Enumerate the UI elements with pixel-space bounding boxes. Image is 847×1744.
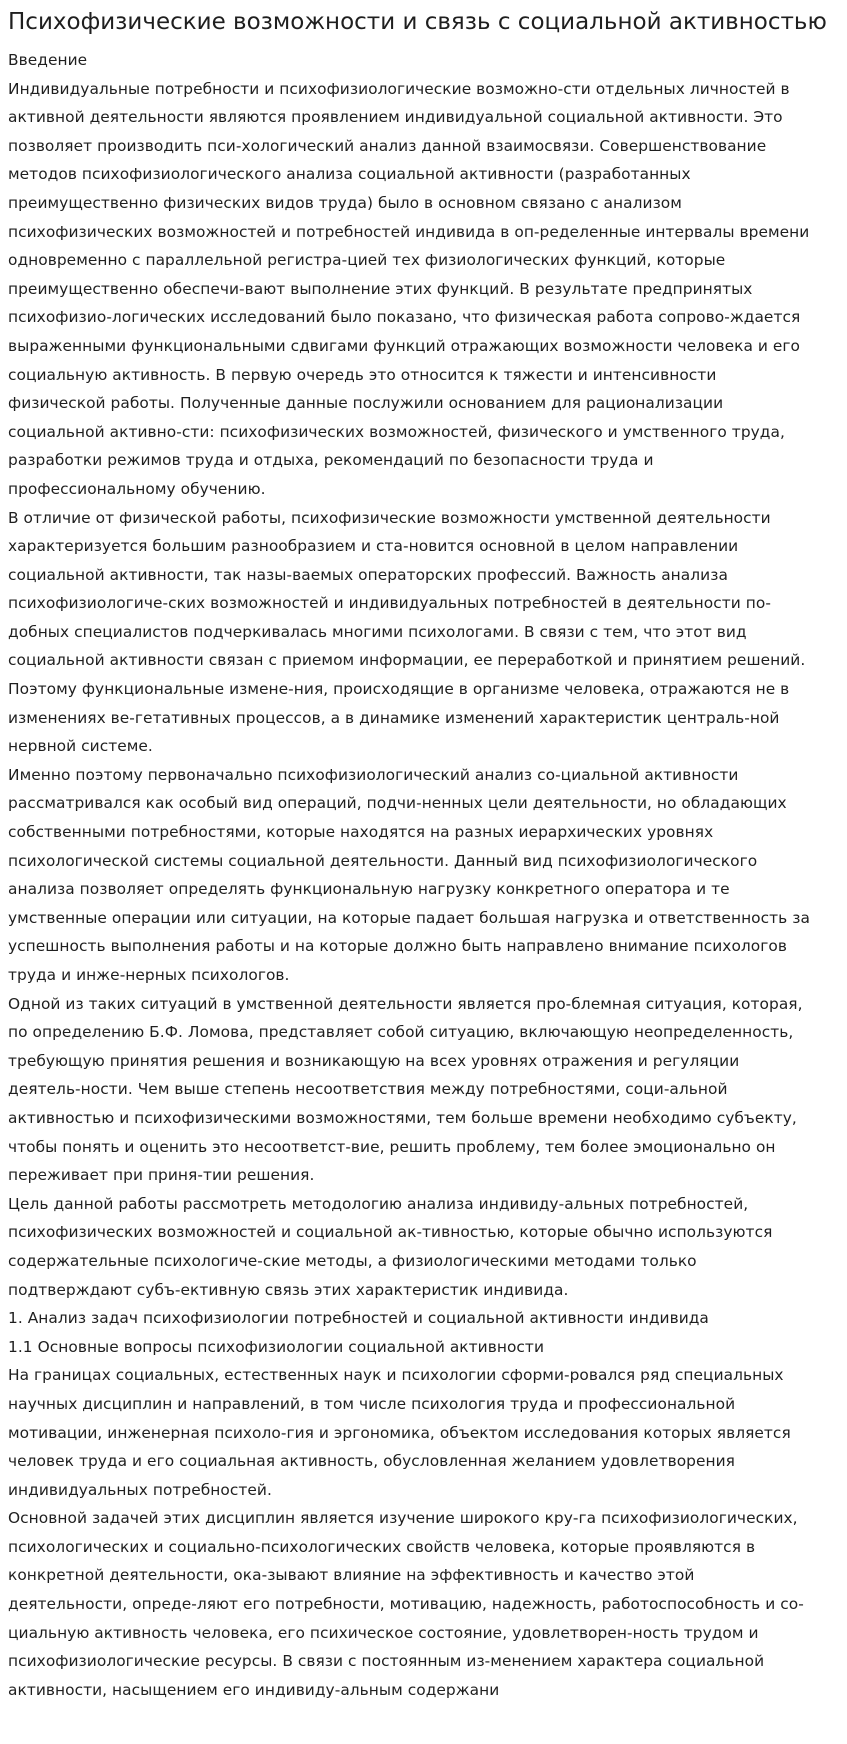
text-line: переживает при приня-тии решения.	[8, 1166, 315, 1185]
text-line: Основной задачей этих дисциплин является изучение широкого кру-га психофизиологических,	[8, 1509, 798, 1528]
text-line: деятельности, опреде-ляют его потребности, мотивацию, надежность, работоспособность и со-	[8, 1595, 804, 1614]
text-line: содержательные психологиче-ские методы, а физиологическими методами только	[8, 1251, 697, 1270]
text-line: Поэтому функциональные измене-ния, происходящие в организме человека, отражаются не в	[8, 680, 790, 699]
text-line: психологической системы социальной деятельности. Данный вид психофизиологического	[8, 851, 758, 870]
text-line: социальную активность. В первую очередь это относится к тяжести и интенсивности	[8, 365, 717, 384]
text-line: психофизиологические ресурсы. В связи с постоянным из-менением характера социальной	[8, 1652, 765, 1671]
text-line: человек труда и его социальная активность, обусловленная желанием удовлетворения	[8, 1452, 735, 1471]
text-line: циальную активность человека, его психическое состояние, удовлетворен-ность трудом и	[8, 1623, 759, 1642]
text-line: 1. Анализ задач психофизиологии потребностей и социальной активности индивида	[8, 1309, 709, 1328]
text-line: социальной активно-сти: психофизических возможностей, физического и умственного труда,	[8, 422, 785, 441]
text-line: психофизических возможностей и потребностей индивида в оп-ределенные интервалы времени	[8, 222, 810, 241]
text-line: чтобы понять и оценить это несоответст-вие, решить проблему, тем более эмоционально он	[8, 1137, 776, 1156]
text-line: выраженными функциональными сдвигами функций отражающих возможности человека и его	[8, 336, 801, 355]
text-line: социальной активности связан с приемом информации, ее переработкой и принятием решений.	[8, 651, 806, 670]
text-line: требующую принятия решения и возникающую на всех уровнях отражения и регуляции	[8, 1051, 740, 1070]
text-line: активностью и психофизическими возможностями, тем больше времени необходимо субъекту,	[8, 1108, 797, 1127]
text-line: одновременно с параллельной регистра-цией тех физиологических функций, которые	[8, 251, 726, 270]
text-line: профессиональному обучению.	[8, 479, 266, 498]
text-line: индивидуальных потребностей.	[8, 1480, 272, 1499]
text-line: психологических и социально-психологических свойств человека, которые проявляются в	[8, 1537, 756, 1556]
text-line: методов психофизиологического анализа социальной активности (разработанных	[8, 165, 691, 184]
text-line: по определению Б.Ф. Ломова, представляет собой ситуацию, включающую неопределенность,	[8, 1023, 794, 1042]
text-line: преимущественно физических видов труда) было в основном связано с анализом	[8, 193, 682, 212]
text-line: труда и инже-нерных психологов.	[8, 966, 290, 984]
text-line: психофизиологиче-ских возможностей и индивидуальных потребностей в деятельности по-	[8, 594, 771, 613]
text-line: Именно поэтому первоначально психофизиологический анализ со-циальной активности	[8, 765, 739, 784]
text-line: преимущественно обеспечи-вают выполнение этих функций. В результате предпринятых	[8, 279, 753, 298]
text-line: научных дисциплин и направлений, в том числе психология труда и профессиональной	[8, 1394, 736, 1413]
text-line: 1.1 Основные вопросы психофизиологии социальной активности	[8, 1337, 545, 1356]
text-line: На границах социальных, естественных наук и психологии сформи-ровался ряд специальных	[8, 1366, 784, 1385]
text-line: умственные операции или ситуации, на которые падает большая нагрузка и ответственность за	[8, 908, 810, 927]
section-heading-introduction: Введение	[8, 51, 88, 69]
text-line: физической работы. Полученные данные послужили основанием для рационализации	[8, 394, 724, 413]
text-line: психофизио-логических исследований было показано, что физическая работа сопрово-ждается	[8, 308, 801, 327]
text-line: деятель-ности. Чем выше степень несоответствия между потребностями, соци-альной	[8, 1080, 728, 1099]
text-line: позволяет производить пси-хологический анализ данной взаимосвязи. Совершенствование	[8, 136, 767, 155]
text-line: подтверждают субъ-ективную связь этих характеристик индивида.	[8, 1280, 569, 1299]
text-line: психофизических возможностей и социальной ак-тивностью, которые обычно используются	[8, 1223, 773, 1242]
text-line: анализа позволяет определять функциональную нагрузку конкретного оператора и те	[8, 880, 730, 899]
document-title: Психофизические возможности и связь с социальной активностью	[8, 9, 827, 35]
text-line: собственными потребностями, которые находятся на разных иерархических уровнях	[8, 823, 714, 842]
text-line: активной деятельности являются проявлением индивидуальной социальной активности. Это	[8, 108, 783, 127]
text-line: Одной из таких ситуаций в умственной деятельности является про-блемная ситуация, которая,	[8, 994, 803, 1013]
text-line: Цель данной работы рассмотреть методологию анализа индивиду-альных потребностей,	[8, 1194, 749, 1213]
text-line: добных специалистов подчеркивалась многими психологами. В связи с тем, что этот вид	[8, 622, 747, 641]
text-line: характеризуется большим разнообразием и ста-новится основной в целом направлении	[8, 537, 739, 556]
text-line: социальной активности, так назы-ваемых операторских профессий. Важность анализа	[8, 565, 728, 584]
text-line: успешность выполнения работы и на которые должно быть направлено внимание психологов	[8, 937, 787, 956]
text-line: изменениях ве-гетативных процессов, а в динамике изменений характеристик централь-ной	[8, 708, 780, 727]
document-body	[8, 46, 839, 1704]
text-line: разработки режимов труда и отдыха, рекомендаций по безопасности труда и	[8, 451, 654, 470]
text-line: В отличие от физической работы, психофизические возможности умственной деятельности	[8, 508, 771, 527]
text-line: рассматривался как особый вид операций, подчи-ненных цели деятельности, но обладающих	[8, 794, 787, 813]
text-line: конкретной деятельности, ока-зывают влияние на эффективность и качество этой	[8, 1566, 695, 1585]
text-line: активности, насыщением его индивиду-альным содержани	[8, 1680, 500, 1699]
text-line: мотивации, инженерная психоло-гия и эргономика, объектом исследования которых является	[8, 1423, 791, 1442]
text-line: нервной системе.	[8, 737, 153, 756]
text-line: Индивидуальные потребности и психофизиологические возможно-сти отдельных личностей в	[8, 79, 790, 98]
